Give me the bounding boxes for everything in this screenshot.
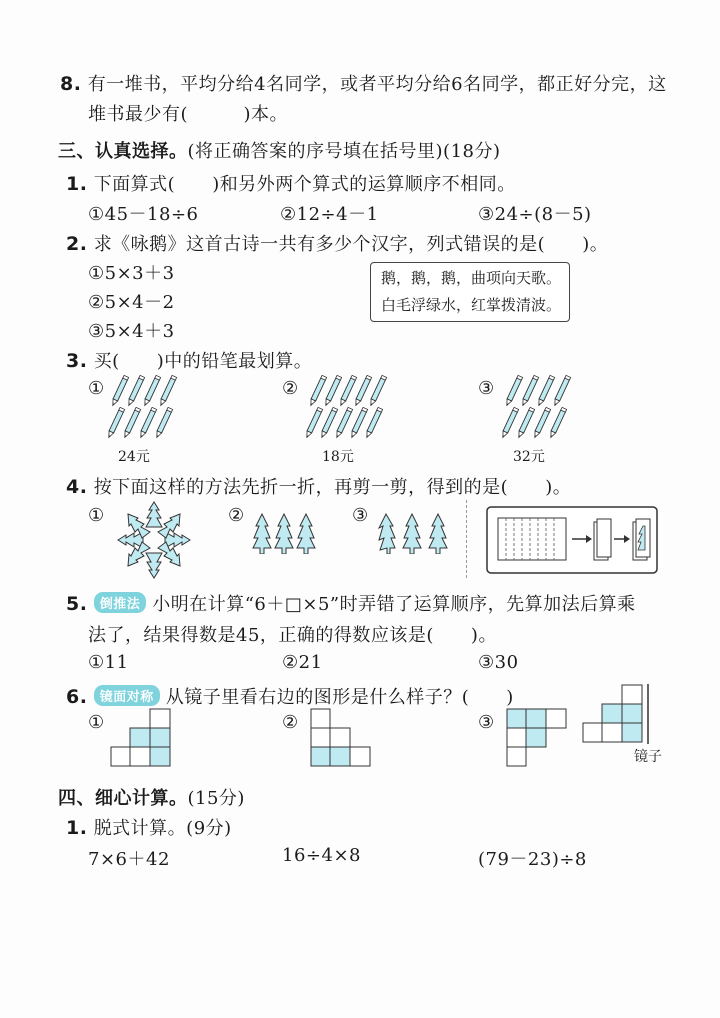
pencil-icon: [305, 407, 323, 438]
q4-option-2-trees: [252, 512, 318, 554]
pencil-icon: [139, 407, 157, 438]
pencil-icon: [350, 407, 368, 438]
pencil-icon: [155, 407, 173, 438]
pencil-group-1: [100, 372, 180, 444]
q1-question: 1. 下面算式( )和另外两个算式的运算顺序不相同。: [66, 173, 516, 195]
q5-line2: 法了，结果得数是45，正确的得数应该是( )。: [88, 625, 497, 646]
q3-price-3: 32元: [513, 449, 545, 465]
q3-marker-2: ②: [282, 378, 299, 399]
pencil-icon: [107, 407, 125, 438]
q8-number: 8.: [60, 73, 82, 95]
q5-option-3: ③30: [478, 652, 519, 673]
q6-strategy-tag: 镜面对称: [94, 685, 160, 706]
pencil-icon: [339, 375, 357, 406]
pencil-icon: [354, 375, 372, 406]
section-4-heading: 四、细心计算。(15分): [58, 788, 245, 809]
pencil-icon: [517, 407, 535, 438]
pencil-icon: [127, 375, 145, 406]
mirror-label: 镜子: [634, 749, 662, 765]
q4-marker-3: ③: [352, 505, 369, 526]
q6-option-2-grid: [310, 708, 372, 768]
section-3-heading: 三、认真选择。(将正确答案的序号填在括号里)(18分): [58, 141, 501, 162]
q6-marker-1: ①: [88, 712, 105, 733]
pencil-icon: [123, 407, 141, 438]
q5-strategy-tag: 倒推法: [94, 592, 147, 613]
q1-option-2: ②12÷4－1: [280, 204, 379, 225]
pencil-icon: [553, 375, 571, 406]
pencil-icon: [159, 375, 177, 406]
q6-question: 6. 镜面对称 从镜子里看右边的图形是什么样子？( ): [66, 686, 514, 708]
q3-price-2: 18元: [322, 449, 354, 465]
q4-marker-2: ②: [228, 505, 245, 526]
q8-line2: 堆书最少有( )本。: [88, 104, 289, 125]
pencil-icon: [537, 375, 555, 406]
q4-option-1-starburst-trees: [116, 500, 192, 580]
q8-line1: 8. 有一堆书，平均分给4名同学，或者平均分给6名同学，都正好分完，这: [60, 73, 667, 95]
pencil-icon: [324, 375, 342, 406]
q2-option-1: ①5×3＋3: [88, 263, 175, 284]
q5-line1: 5. 倒推法 小明在计算“6＋□×5”时弄错了运算顺序，先算加法后算乘: [66, 593, 636, 615]
calc-question: 1. 脱式计算。(9分): [66, 817, 232, 839]
q4-divider: [466, 500, 467, 578]
q6-reference-grid-with-mirror: [582, 684, 662, 744]
calc-item-3: (79－23)÷8: [478, 849, 587, 870]
q3-question: 3. 买( )中的铅笔最划算。: [66, 350, 313, 372]
calc-item-2: 16÷4×8: [282, 845, 361, 866]
q2-option-2: ②5×4－2: [88, 292, 175, 313]
q6-marker-2: ②: [282, 712, 299, 733]
q1-option-1: ①45－18÷6: [88, 204, 199, 225]
q4-marker-1: ①: [88, 505, 105, 526]
q3-marker-1: ①: [88, 378, 105, 399]
pencil-icon: [309, 375, 327, 406]
pencil-icon: [521, 375, 539, 406]
q4-fold-diagram: [486, 506, 658, 574]
q4-option-3-trees: [378, 512, 456, 554]
q5-option-2: ②21: [282, 652, 323, 673]
q1-option-3: ③24÷(8－5): [478, 204, 592, 225]
q6-option-1-grid: [110, 708, 172, 768]
poem-box: [370, 262, 570, 322]
calc-item-1: 7×6＋42: [88, 849, 170, 870]
pencil-icon: [365, 407, 383, 438]
pencil-group-2: [298, 372, 388, 444]
q4-question: 4. 按下面这样的方法先折一折，再剪一剪，得到的是( )。: [66, 476, 572, 498]
pencil-icon: [369, 375, 387, 406]
poem-line-2: 白毛浮绿水，红掌拨清波。: [381, 296, 562, 314]
q6-option-3-grid: [506, 708, 568, 768]
q2-option-3: ③5×4＋3: [88, 321, 175, 342]
pencil-icon: [320, 407, 338, 438]
pencil-icon: [111, 375, 129, 406]
poem-line-1: 鹅，鹅，鹅，曲项向天歌。: [381, 269, 562, 287]
pencil-icon: [505, 375, 523, 406]
q3-marker-3: ③: [478, 378, 495, 399]
pencil-icon: [143, 375, 161, 406]
pencil-group-3: [494, 372, 574, 444]
pencil-icon: [549, 407, 567, 438]
pencil-icon: [533, 407, 551, 438]
pencil-icon: [335, 407, 353, 438]
pencil-icon: [501, 407, 519, 438]
q6-marker-3: ③: [478, 712, 495, 733]
q3-price-1: 24元: [118, 449, 150, 465]
q5-option-1: ①11: [88, 652, 129, 673]
q2-question: 2. 求《咏鹅》这首古诗一共有多少个汉字，列式错误的是( )。: [66, 233, 609, 255]
